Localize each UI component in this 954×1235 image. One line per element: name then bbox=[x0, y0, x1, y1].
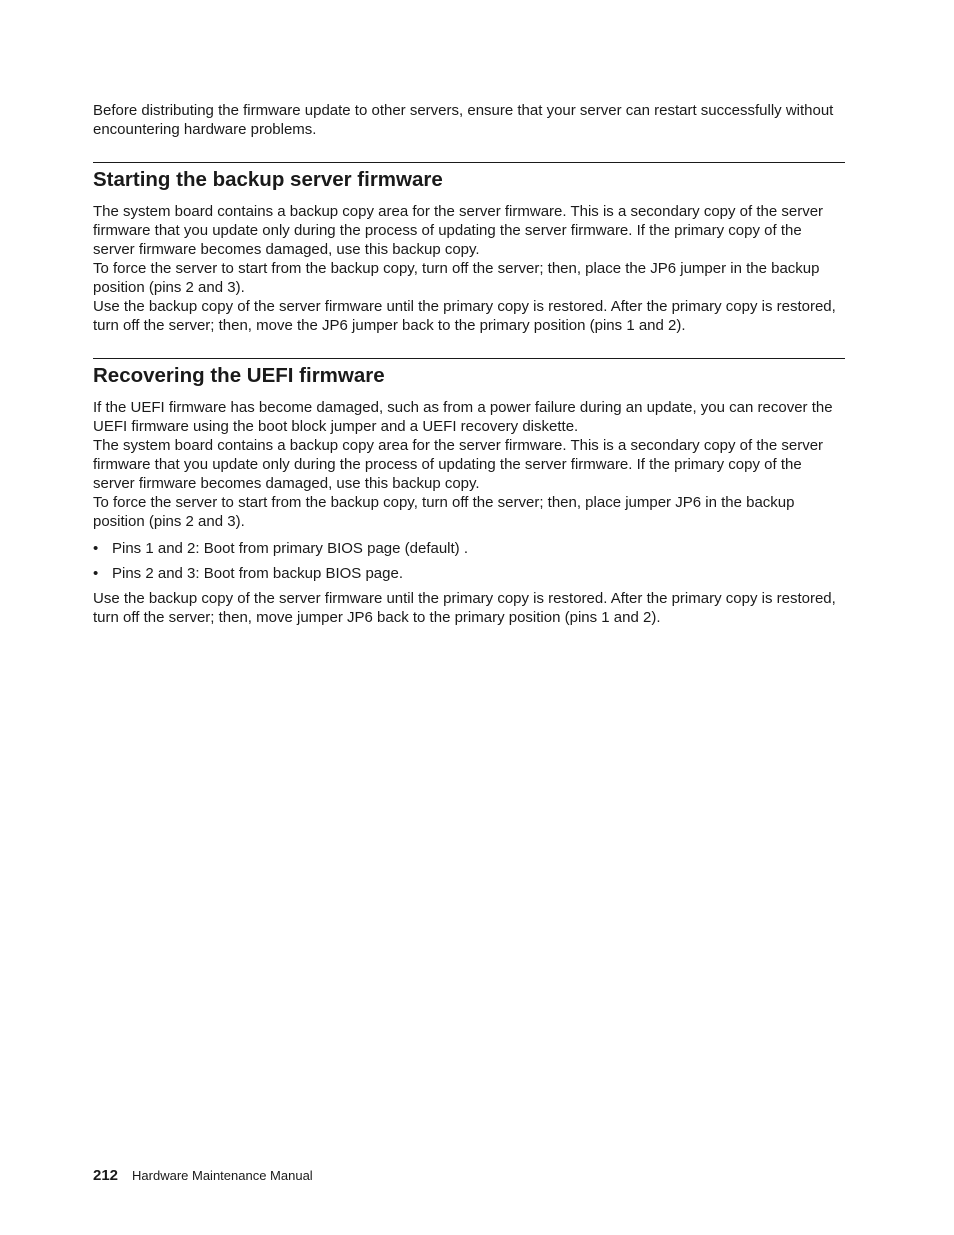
paragraph: If the UEFI firmware has become damaged, such as from a power failure during an update, you can recover the UEFI firmware using the boot block jumper and a UEFI recovery diskette. bbox=[93, 399, 833, 435]
manual-title: Hardware Maintenance Manual bbox=[132, 1168, 313, 1183]
paragraph: The system board contains a backup copy area for the server firmware. This is a secondary copy of the server firmware that you update only during the process of updating the server firmware. If the primary copy of the server firmware becomes damaged, use this backup copy. bbox=[93, 203, 824, 258]
section-heading: Recovering the UEFI firmware bbox=[93, 364, 385, 387]
list-item bbox=[93, 539, 845, 558]
section-recovering-uefi bbox=[93, 358, 845, 627]
list-item bbox=[93, 564, 845, 583]
list-item-text: Pins 2 and 3: Boot from backup BIOS page. bbox=[112, 565, 404, 582]
bullet-icon: • bbox=[93, 565, 99, 582]
section-heading: Starting the backup server firmware bbox=[93, 168, 443, 191]
paragraph: To force the server to start from the backup copy, turn off the server; then, place jumper JP6 in the backup position (pins 2 and 3). bbox=[93, 494, 795, 530]
paragraph: To force the server to start from the backup copy, turn off the server; then, place the JP6 jumper in the backup position (pins 2 and 3). bbox=[93, 260, 820, 296]
paragraph: Use the backup copy of the server firmware until the primary copy is restored. After the primary copy is restored, turn off the server; then, move the JP6 jumper back to the primary position (pins 1 and 2). bbox=[93, 298, 836, 334]
page-footer bbox=[93, 1166, 313, 1186]
intro-paragraph: Before distributing the firmware update to other servers, ensure that your server can restart successfully without encountering hardware problems. bbox=[93, 102, 834, 138]
list-item-text: Pins 1 and 2: Boot from primary BIOS page (default) . bbox=[112, 540, 469, 557]
paragraph: Use the backup copy of the server firmware until the primary copy is restored. After the primary copy is restored, turn off the server; then, move jumper JP6 back to the primary position (pins 1 and 2). bbox=[93, 590, 836, 626]
jumper-pin-list bbox=[93, 539, 845, 583]
page-content bbox=[93, 101, 845, 627]
bullet-icon: • bbox=[93, 540, 99, 557]
section-backup-firmware bbox=[93, 162, 845, 335]
page-number: 212 bbox=[93, 1167, 119, 1184]
paragraph: The system board contains a backup copy area for the server firmware. This is a secondary copy of the server firmware that you update only during the process of updating the server firmware. If the primary copy of the server firmware becomes damaged, use this backup copy. bbox=[93, 437, 824, 492]
